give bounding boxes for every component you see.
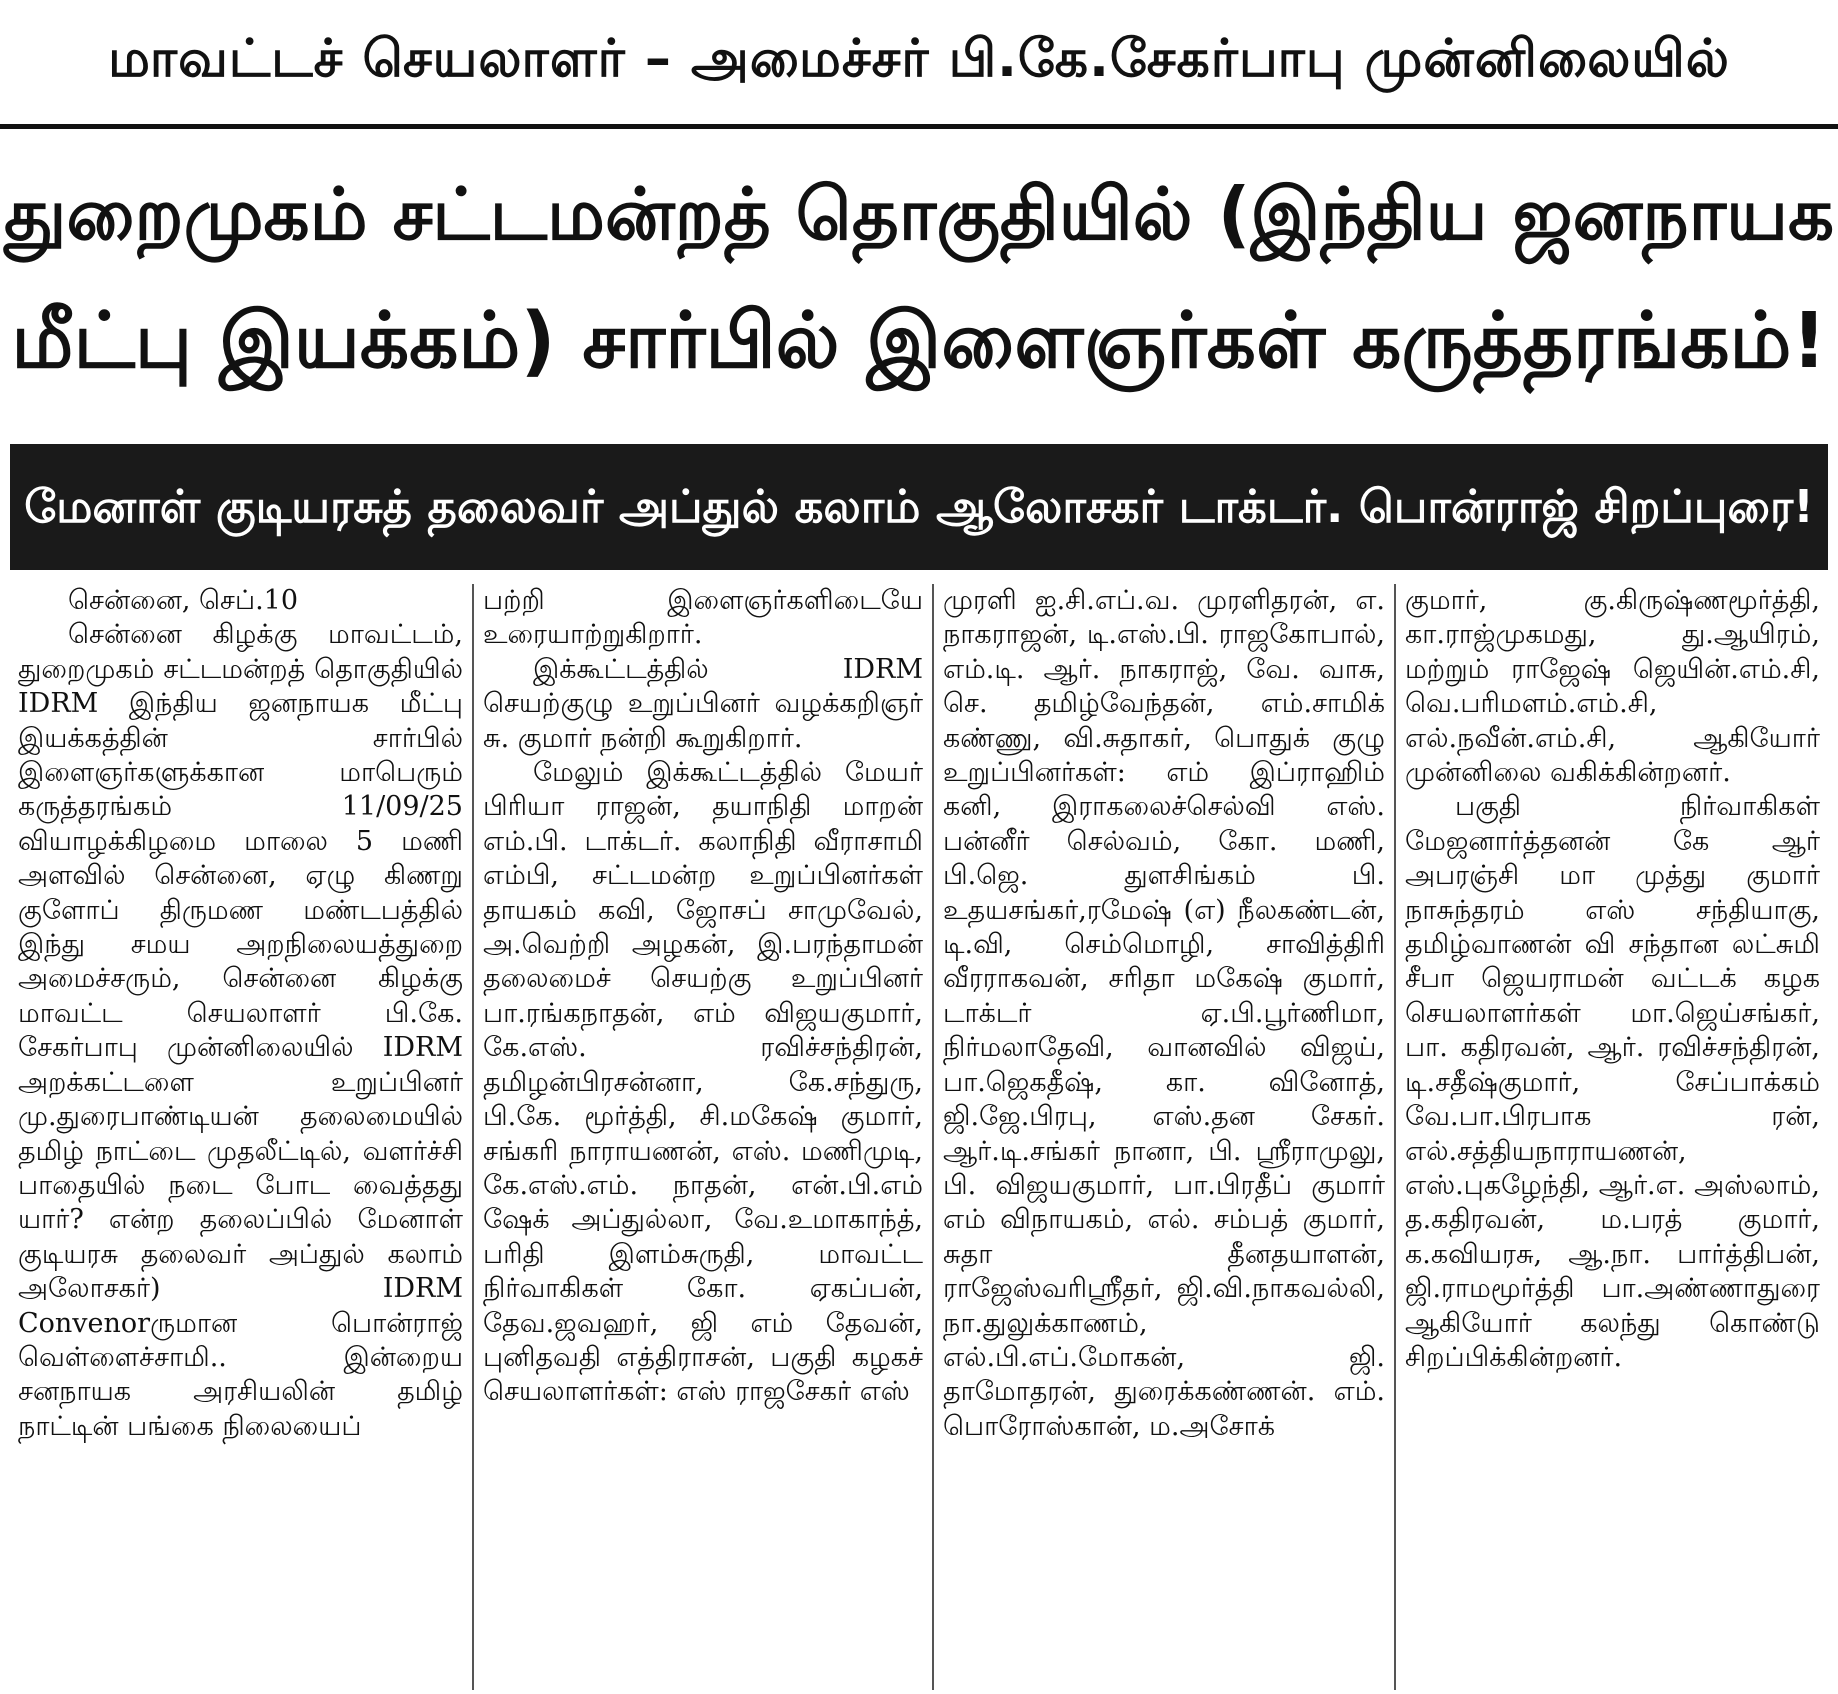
article-column-4 [1395, 584, 1830, 1690]
paragraph: குமார், கு.கிருஷ்ணமூர்த்தி, கா.ராஜ்முகமது, து.ஆயிரம், மற்றும் ராஜேஷ் ஜெயின்.எம்.சி, வெ.பரிமளம்.எம்.சி, எல்.நவீன்.எம்.சி, ஆகியோர் முன்னிலை வகிக்கின்றனர். [1405, 585, 1820, 789]
headline [0, 150, 1838, 406]
kicker-line: மாவட்டச் செயலாளர் – அமைச்சர் பி.கே.சேகர்பாபு முன்னிலையில் [108, 29, 1730, 89]
article-column-3 [933, 584, 1395, 1690]
subhead-band: மேனாள் குடியரசுத் தலைவர் அப்துல் கலாம் ஆலோசகர் டாக்டர். பொன்ராஜ் சிறப்புரை! [10, 444, 1828, 570]
paragraph: பற்றி இளைஞர்களிடையே உரையாற்றுகிறார். [483, 585, 923, 651]
dateline: சென்னை, செப்.10 [68, 585, 299, 616]
article-body [8, 584, 1830, 1690]
headline-line-1: துறைமுகம் சட்டமன்றத் தொகுதியில் (இந்திய ஜனநாயக [3, 172, 1835, 256]
article-column-1 [8, 584, 473, 1690]
paragraph: பகுதி நிர்வாகிகள் மேஜனார்த்தனன் கே ஆர் அபரஞ்சி மா முத்து குமார் நாசுந்தரம் எஸ் சந்தியாகு, தமிழ்வாணன் வி சந்தான லட்சுமி சீபா ஜெயராமன் வட்டக் கழக செயலாளர்கள் மா.ஜெய்சங்கர், பா. கதிரவன், ஆர். ரவிச்சந்திரன், டி.சதீஷ்குமார், சேப்பாக்கம் வே.பா.பிரபாக ரன், எல்.சத்தியநாராயணன், எஸ்.புகழேந்தி, ஆர்.எ. அஸ்லாம், த.கதிரவன், ம.பரத் குமார், க.கவியரசு, ஆ.நா. பார்த்திபன், ஜி.ராமமூர்த்தி பா.அண்ணாதுரை ஆகியோர் கலந்து கொண்டு சிறப்பிக்கின்றனர். [1405, 791, 1820, 1373]
paragraph: இக்கூட்டத்தில் IDRM செயற்குழு உறுப்பினர் வழக்கறிஞர் சு. குமார் நன்றி கூறுகிறார். [483, 653, 923, 754]
kicker-divider [0, 124, 1838, 129]
headline-line-2: மீட்பு இயக்கம்) சார்பில் இளைஞர்கள் கருத்தரங்கம்! [11, 297, 1827, 386]
article-column-2 [473, 584, 933, 1690]
paragraph: முரளி ஐ.சி.எப்.வ. முரளிதரன், எ. நாகராஜன், டி.எஸ்.பி. ராஜகோபால், எம்.டி. ஆர். நாகராஜ், வே. வாசு, செ. தமிழ்வேந்தன், எம்.சாமிக் கண்ணு, வி.சுதாகர், பொதுக் குழு உறுப்பினர்கள்: எம் இப்ராஹிம் கனி, இராகலைச்செல்வி எஸ். பன்னீர் செல்வம், கோ. மணி, பி.ஜெ. துளசிங்கம் பி. உதயசங்கர்,ரமேஷ் (எ) நீலகண்டன், டி.வி, செம்மொழி, சாவித்திரி வீரராகவன், சரிதா மகேஷ் குமார், டாக்டர் ஏ.பி.பூர்ணிமா, நிர்மலாதேவி, வானவில் விஜய், பா.ஜெகதீஷ், கா. வினோத், ஜி.ஜே.பிரபு, எஸ்.தன சேகர். ஆர்.டி.சங்கர் நானா, பி. ஸ்ரீராமுலு, பி. விஜயகுமார், பா.பிரதீப் குமார் எம் விநாயகம், எல். சம்பத் குமார், சுதா தீனதயாளன், ராஜேஸ்வரிஸ்ரீதர், ஜி.வி.நாகவல்லி, நா.துலுக்காணம், எல்.பி.எப்.மோகன், ஜி. தாமோதரன், துரைக்கண்ணன். எம். பொரோஸ்கான், ம.அசோக் [943, 585, 1385, 1442]
paragraph: சென்னை கிழக்கு மாவட்டம், துறைமுகம் சட்டமன்றத் தொகுதியில் IDRM இந்திய ஜனநாயக மீட்பு இயக்கத்தின் சார்பில் இளைஞர்களுக்கான மாபெரும் கருத்தரங்கம் 11/09/25 வியாழக்கிழமை மாலை 5 மணி அளவில் சென்னை, ஏழு கிணறு குளோப் திருமண மண்டபத்தில் இந்து சமய அறநிலையத்துறை அமைச்சரும், சென்னை கிழக்கு மாவட்ட செயலாளர் பி.கே. சேகர்பாபு முன்னிலையில் IDRM அறக்கட்டளை உறுப்பினர் மு.துரைபாண்டியன் தலைமையில் தமிழ் நாட்டை முதலீட்டில், வளர்ச்சி பாதையில் நடை போட வைத்தது யார்? என்ற தலைப்பில் மேனாள் குடியரசு தலைவர் அப்துல் கலாம் அலோசகர்) IDRM Convenorருமான பொன்ராஜ் வெள்ளைச்சாமி.. இன்றைய சனநாயக அரசியலின் தமிழ் நாட்டின் பங்கை நிலையைப் [18, 619, 463, 1442]
paragraph: மேலும் இக்கூட்டத்தில் மேயர் பிரியா ராஜன், தயாநிதி மாறன் எம்.பி. டாக்டர். கலாநிதி வீராசாமி எம்பி, சட்டமன்ற உறுப்பினர்கள் தாயகம் கவி, ஜோசப் சாமுவேல், அ.வெற்றி அழகன், இ.பரந்தாமன் தலைமைச் செயற்கு உறுப்பினர் பா.ரங்கநாதன், எம் விஜயகுமார், கே.எஸ். ரவிச்சந்திரன், தமிழன்பிரசன்னா, கே.சந்துரு, பி.கே. மூர்த்தி, சி.மகேஷ் குமார், சங்கரி நாராயணன், எஸ். மணிமுடி, கே.எஸ்.எம். நாதன், என்.பி.எம் ஷேக் அப்துல்லா, வே.உமாகாந்த், பரிதி இளம்சுருதி, மாவட்ட நிர்வாகிகள் கோ. ஏகப்பன், தேவ.ஜவஹர், ஜி எம் தேவன், புனிதவதி எத்திராசன், பகுதி கழகச் செயலாளர்கள்: எஸ் ராஜசேகர் எஸ் [483, 757, 923, 1408]
